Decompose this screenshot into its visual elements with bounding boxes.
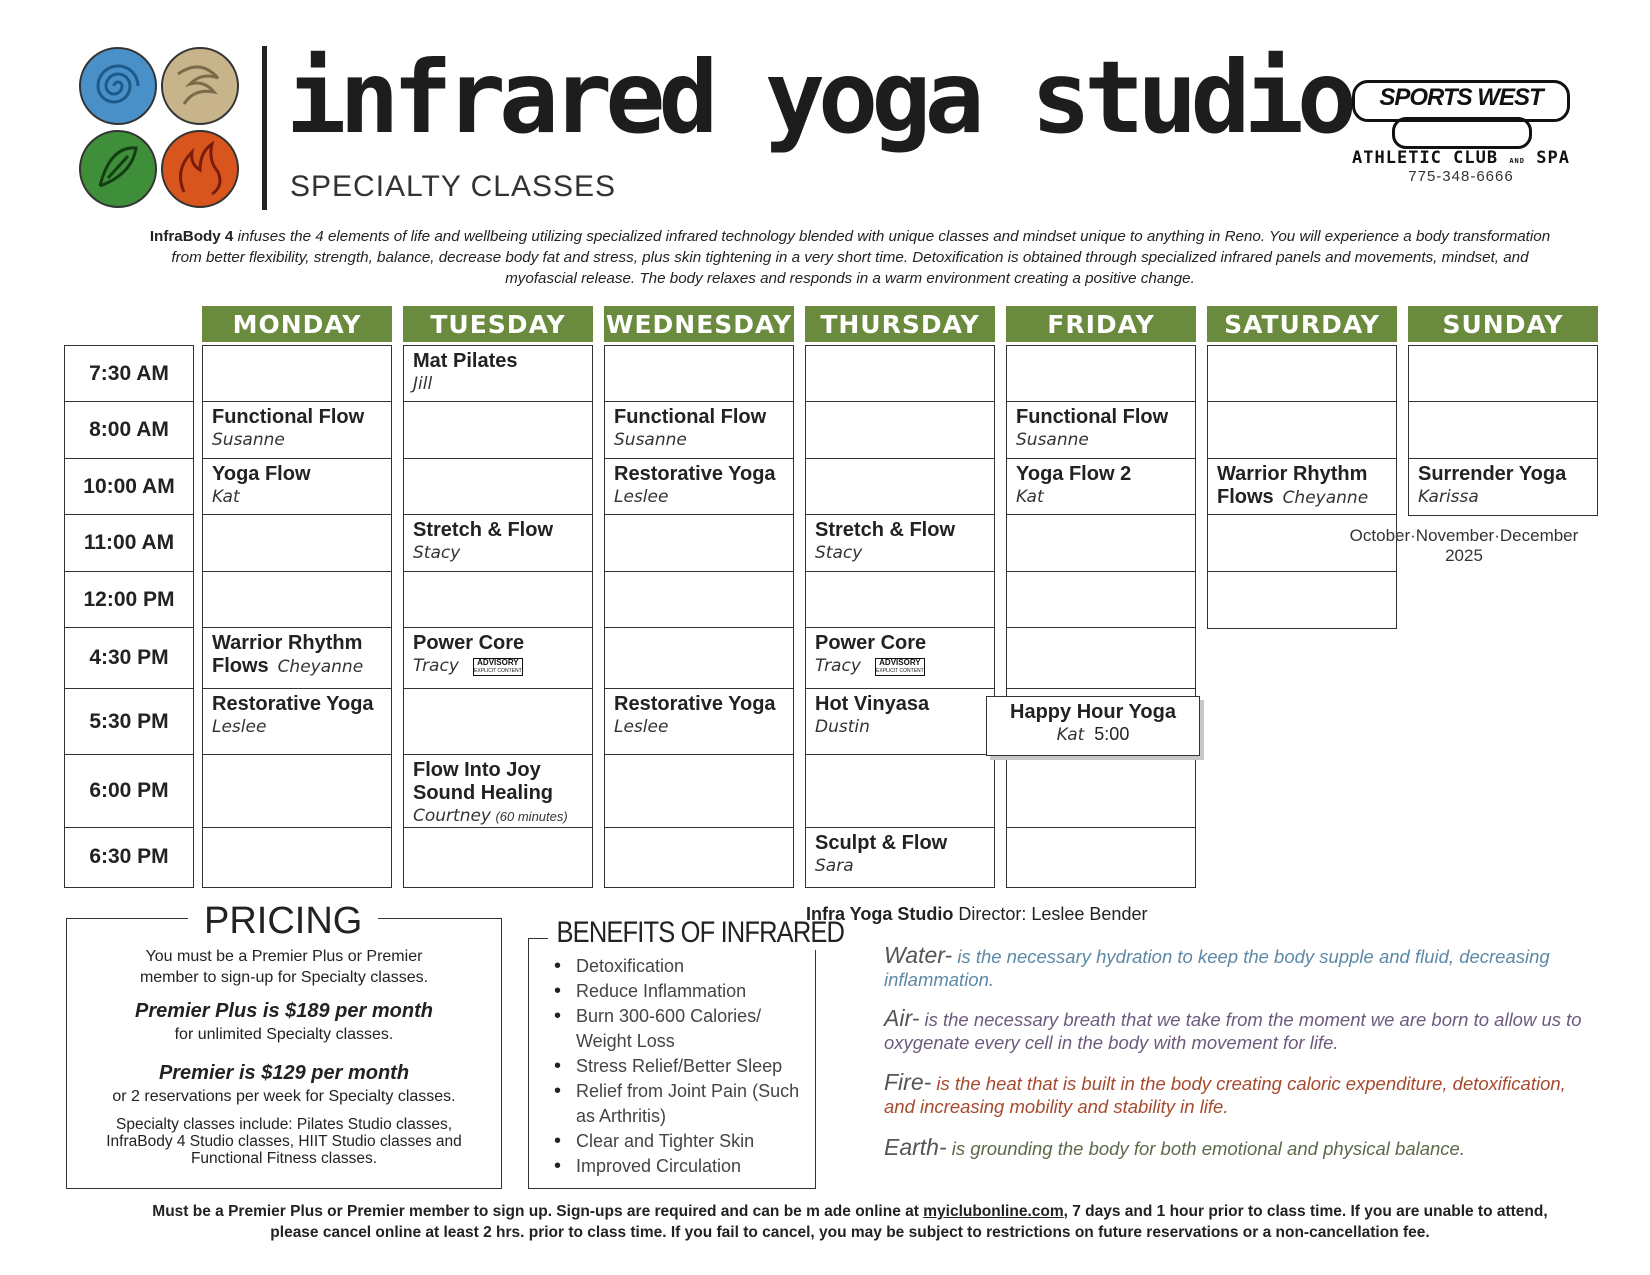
time-slot-label: 11:00 AM: [64, 514, 194, 573]
pricing-includes: Specialty classes include: Pilates Studio classes, InfraBody 4 Studio classes, HIIT Studio classes and Functional Fitness classes.: [106, 1116, 462, 1167]
schedule-cell: [1006, 627, 1196, 690]
benefits-title: BENEFITS OF INFRARED: [548, 916, 853, 950]
header-divider: [262, 46, 267, 210]
footer-premier: Premier: [347, 1203, 405, 1220]
element-description: [884, 1136, 1584, 1160]
schedule-cell: [1006, 514, 1196, 573]
advisory-badge: [875, 658, 925, 676]
element-text: is the heat that is built in the body creating caloric expenditure, detoxification, and increasing mobility and stability in life.: [884, 1073, 1566, 1117]
studio-name: Infra Yoga Studio: [806, 904, 954, 924]
intro-paragraph: [140, 226, 1560, 289]
class-name: Warrior Rhythm: [212, 632, 363, 654]
schedule-cell: [604, 571, 794, 629]
advisory-small-label: EXPLICIT CONTENT: [876, 667, 924, 674]
element-name: Fire-: [884, 1069, 932, 1095]
class-instructor: Susanne: [1016, 430, 1089, 450]
class-instructor-line: [404, 542, 592, 565]
class-instructor-line: [203, 716, 391, 739]
class-name-line-2: Flows: [1217, 486, 1274, 508]
schedule-cell: [403, 401, 593, 460]
class-instructor-line: [1208, 486, 1396, 510]
class-cell[interactable]: [202, 627, 392, 690]
class-name: Functional Flow: [212, 406, 365, 428]
schedule-cell: [202, 754, 392, 829]
schedule-cell: [1006, 754, 1196, 829]
benefit-item: • Stress Relief/Better Sleep: [550, 1054, 810, 1079]
schedule-cell: [403, 688, 593, 756]
schedule-cell: [202, 345, 392, 403]
class-instructor-line: [806, 655, 994, 678]
footer-text-4: , 7 days and 1 hour prior to class time. If you are unable to attend, please cancel online at least 2 hrs. prior to class time. If you fail to cancel, you may be subject to restrictions on future reservations or a non-cancellation fee.: [270, 1203, 1548, 1241]
schedule-cell: [1006, 827, 1196, 888]
brand-name: SPORTS WEST: [1379, 84, 1543, 111]
class-instructor: Kat: [212, 487, 240, 507]
class-cell[interactable]: [805, 827, 995, 888]
class-instructor: Tracy: [413, 656, 459, 676]
brand-phone: 775-348-6666: [1408, 168, 1514, 185]
schedule-cell: [1006, 571, 1196, 629]
class-name: Functional Flow: [1016, 406, 1169, 428]
benefit-item: • Clear and Tighter Skin: [550, 1129, 810, 1154]
brand-tagline-and: AND: [1509, 157, 1525, 165]
class-instructor: Leslee: [614, 487, 669, 507]
class-cell[interactable]: [1006, 401, 1196, 460]
benefit-item: • Burn 300-600 Calories/ Weight Loss: [550, 1004, 810, 1054]
footer-premier-plus: Premier Plus: [228, 1203, 323, 1220]
class-instructor: Cheyanne: [277, 657, 364, 677]
happy-hour-details: [987, 724, 1199, 745]
class-name-line-2: Sound Healing: [413, 782, 553, 804]
class-instructor: Karissa: [1418, 487, 1479, 507]
pricing-plan-premier: Premier is $129 per month: [158, 1062, 410, 1084]
class-instructor-line: [203, 655, 391, 679]
time-slot-label: 6:30 PM: [64, 827, 194, 888]
class-instructor-line: [203, 429, 391, 452]
pricing-title: PRICING: [188, 900, 378, 943]
class-cell[interactable]: [1408, 458, 1598, 516]
class-name: Sculpt & Flow: [815, 832, 948, 854]
air-element-icon: [162, 48, 238, 124]
class-cell[interactable]: [403, 754, 593, 829]
class-name: Stretch & Flow: [413, 519, 554, 541]
class-instructor: Leslee: [212, 717, 267, 737]
class-name: Power Core: [413, 632, 525, 654]
class-instructor-line: [1007, 429, 1195, 452]
class-instructor: Tracy: [815, 656, 861, 676]
time-slot-label: 10:00 AM: [64, 458, 194, 516]
class-instructor-line: [806, 855, 994, 878]
class-name: Flow Into Joy: [413, 759, 541, 781]
class-instructor-line: [404, 373, 592, 396]
happy-hour-time: 5:00: [1094, 724, 1130, 744]
class-name: Warrior Rhythm: [1217, 463, 1368, 485]
brand-tagline-a: ATHLETIC CLUB: [1352, 148, 1499, 168]
class-cell[interactable]: [1006, 458, 1196, 516]
class-cell[interactable]: [805, 688, 995, 756]
element-name: Air-: [884, 1005, 920, 1031]
class-cell[interactable]: [604, 458, 794, 516]
benefit-item: • Reduce Inflammation: [550, 979, 810, 1004]
schedule-cell: [604, 514, 794, 573]
season-year: 2025: [1445, 546, 1483, 565]
benefit-item: • Improved Circulation: [550, 1154, 810, 1179]
element-name: Water-: [884, 942, 953, 968]
day-header-wednesday: WEDNESDAY: [604, 306, 794, 342]
pricing-plan-premier-plus-desc: for unlimited Specialty classes.: [174, 1026, 394, 1043]
signup-policy: [140, 1201, 1560, 1243]
class-instructor: Susanne: [212, 430, 285, 450]
day-header-sunday: SUNDAY: [1408, 306, 1598, 342]
class-name: Restorative Yoga: [212, 693, 374, 715]
time-slot-label: 12:00 PM: [64, 571, 194, 629]
class-cell[interactable]: [403, 345, 593, 403]
class-instructor: Jill: [413, 374, 433, 394]
schedule-cell: [805, 345, 995, 403]
class-instructor-line: [605, 716, 793, 739]
class-cell[interactable]: [604, 688, 794, 756]
class-name: Restorative Yoga: [614, 463, 776, 485]
schedule-cell: [403, 571, 593, 629]
season-months: October·November·December: [1349, 526, 1579, 545]
class-cell[interactable]: [202, 688, 392, 756]
director-name: Director: Leslee Bender: [958, 904, 1148, 924]
class-instructor-line: [1409, 486, 1597, 509]
schedule-cell: [604, 627, 794, 690]
element-text: is the necessary hydration to keep the body supple and fluid, decreasing inflammation.: [884, 946, 1550, 990]
time-slot-label: 8:00 AM: [64, 401, 194, 460]
day-header-saturday: SATURDAY: [1207, 306, 1397, 342]
day-header-friday: FRIDAY: [1006, 306, 1196, 342]
schedule-cell: [202, 514, 392, 573]
class-instructor: Leslee: [614, 717, 669, 737]
class-name: Yoga Flow: [212, 463, 311, 485]
happy-hour-instructor: Kat: [1056, 725, 1085, 745]
pricing-requirement: You must be a Premier Plus or Premier member to sign-up for Specialty classes.: [139, 948, 429, 986]
footer-text-3: member to sign up. Sign-ups are required and can be m ade online at: [404, 1203, 924, 1220]
schedule-cell: [202, 571, 392, 629]
class-instructor: Kat: [1016, 487, 1044, 507]
intro-text: infuses the 4 elements of life and wellbeing utilizing specialized infrared technology blended with unique classes and mindset unique to anything in Reno. You will experience a body transformation from better flexibility, strength, balance, decrease body fat and stress, plus skin tightening in a very short time. Detoxification is obtained through specialized infrared panels and movements, mindset, and myofascial release. The body relaxes and responds in a warm environment creating a positive change.: [171, 228, 1551, 287]
schedule-cell: [403, 458, 593, 516]
class-instructor-line: [404, 655, 592, 678]
brand-figures-icon: [1392, 117, 1532, 149]
four-elements-logo: [78, 46, 248, 210]
advisory-label: ADVISORY: [879, 657, 921, 667]
class-instructor-line: [605, 486, 793, 509]
schedule-cell: [604, 345, 794, 403]
class-name: Hot Vinyasa: [815, 693, 930, 715]
class-cell[interactable]: [805, 627, 995, 690]
class-instructor-line: [806, 716, 994, 739]
footer-text-1: Must be a: [152, 1203, 229, 1220]
class-cell[interactable]: [202, 401, 392, 460]
schedule-cell: [1207, 571, 1397, 629]
schedule-cell: [604, 827, 794, 888]
pricing-plan-premier-desc: or 2 reservations per week for Specialty classes.: [112, 1088, 456, 1105]
advisory-label: ADVISORY: [477, 657, 519, 667]
class-instructor: Sara: [815, 856, 854, 876]
element-description: [884, 1071, 1584, 1118]
class-instructor-line: [203, 486, 391, 509]
benefit-item: • Detoxification: [550, 954, 810, 979]
class-cell[interactable]: [805, 514, 995, 573]
benefit-item: • Relief from Joint Pain (Such as Arthritis): [550, 1079, 810, 1129]
class-cell[interactable]: [1207, 458, 1397, 516]
class-name: Power Core: [815, 632, 927, 654]
class-cell[interactable]: [604, 401, 794, 460]
class-instructor-line: [1007, 486, 1195, 509]
time-slot-label: 7:30 AM: [64, 345, 194, 403]
class-instructor-line: [605, 429, 793, 452]
time-slot-label: 4:30 PM: [64, 627, 194, 690]
element-description: [884, 944, 1584, 991]
schedule-cell: [805, 754, 995, 829]
class-cell[interactable]: [403, 514, 593, 573]
class-name-line-2: Flows: [212, 655, 269, 677]
class-instructor-line: [806, 542, 994, 565]
benefits-list: [550, 954, 810, 1179]
schedule-cell: [1408, 345, 1598, 403]
page-subtitle: SPECIALTY CLASSES: [290, 170, 617, 203]
schedule-cell: [805, 401, 995, 460]
schedule-cell: [1408, 401, 1598, 460]
schedule-cell: [1207, 345, 1397, 403]
class-cell[interactable]: [202, 458, 392, 516]
day-header-thursday: THURSDAY: [805, 306, 995, 342]
element-name: Earth-: [884, 1134, 947, 1160]
class-instructor-line: [404, 805, 592, 828]
class-duration-note: (60 minutes): [495, 809, 568, 824]
pricing-plan-premier-plus: Premier Plus is $189 per month: [135, 1000, 433, 1022]
brand-tagline: [1352, 148, 1570, 168]
footer-text-2: or: [322, 1203, 347, 1220]
class-name: Yoga Flow 2: [1016, 463, 1132, 485]
day-header-monday: MONDAY: [202, 306, 392, 342]
class-name: Surrender Yoga: [1418, 463, 1567, 485]
brand-tagline-b: SPA: [1536, 148, 1570, 168]
schedule-cell: [604, 754, 794, 829]
class-name: Mat Pilates: [413, 350, 518, 372]
class-name: Functional Flow: [614, 406, 767, 428]
schedule-cell: [805, 571, 995, 629]
advisory-small-label: EXPLICIT CONTENT: [474, 667, 522, 674]
day-header-tuesday: TUESDAY: [403, 306, 593, 342]
class-cell[interactable]: [403, 627, 593, 690]
class-instructor: Susanne: [614, 430, 687, 450]
studio-director: [806, 904, 1147, 925]
element-text: is the necessary breath that we take from the moment we are born to allow us to oxygenate every cell in the body with movement for life.: [884, 1009, 1582, 1053]
element-text: is grounding the body for both emotional and physical balance.: [951, 1138, 1465, 1159]
intro-lead: InfraBody 4: [149, 228, 234, 245]
happy-hour-card: [986, 696, 1200, 756]
schedule-cell: [1006, 345, 1196, 403]
class-name: Stretch & Flow: [815, 519, 956, 541]
page-title: infrared yoga studio: [286, 39, 1351, 156]
time-slot-label: 5:30 PM: [64, 688, 194, 756]
schedule-cell: [1207, 401, 1397, 460]
class-instructor: Dustin: [815, 717, 870, 737]
advisory-badge: [473, 658, 523, 676]
element-description: [884, 1007, 1584, 1054]
schedule-season: [1348, 526, 1580, 566]
class-name: Restorative Yoga: [614, 693, 776, 715]
signup-link[interactable]: myiclubonline.com: [923, 1203, 1064, 1220]
class-instructor: Stacy: [413, 543, 461, 563]
schedule-cell: [403, 827, 593, 888]
class-instructor: Courtney: [413, 806, 491, 826]
class-instructor: Cheyanne: [1282, 488, 1369, 508]
class-instructor: Stacy: [815, 543, 863, 563]
water-element-icon: [80, 48, 156, 124]
happy-hour-title: Happy Hour Yoga: [1010, 701, 1176, 723]
time-slot-label: 6:00 PM: [64, 754, 194, 829]
schedule-cell: [805, 458, 995, 516]
schedule-cell: [202, 827, 392, 888]
